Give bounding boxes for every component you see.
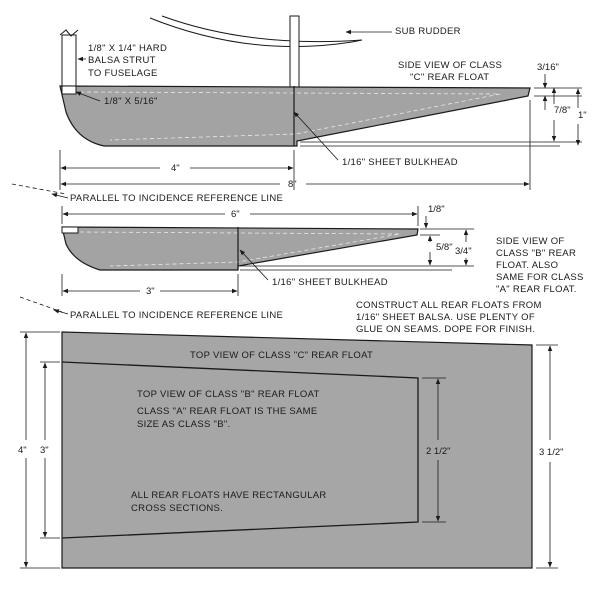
class-c-side-title-2: "C" REAR FLOAT bbox=[410, 72, 490, 83]
c-bulkhead-length-dim: 4" bbox=[171, 163, 180, 174]
c-tail-height-dim: 3/16" bbox=[537, 62, 559, 73]
class-c-float-body bbox=[60, 86, 530, 146]
incidence-line-c bbox=[12, 184, 66, 194]
top-c-width-dim: 4" bbox=[18, 445, 27, 456]
class-c-side-view bbox=[12, 16, 587, 204]
class-b-side-title-2: CLASS "B" REAR bbox=[496, 248, 577, 259]
strut-label-1: 1/8" X 1/4" HARD bbox=[88, 43, 168, 54]
top-a-line-2: SIZE AS CLASS "B". bbox=[137, 419, 231, 430]
construction-note bbox=[356, 300, 542, 335]
b-total-length-dim: 6" bbox=[231, 209, 240, 220]
spar-label: 1/8" X 5/16" bbox=[104, 96, 158, 107]
c-mid-height-dim: 7/8" bbox=[554, 105, 571, 116]
top-views bbox=[18, 332, 564, 568]
strut-label-2: BALSA STRUT bbox=[88, 55, 156, 66]
construct-line-1: CONSTRUCT ALL REAR FLOATS FROM bbox=[356, 300, 542, 311]
top-a-line-1: CLASS "A" REAR FLOAT IS THE SAME bbox=[137, 406, 318, 417]
sub-rudder-post bbox=[290, 16, 299, 88]
top-b-label: TOP VIEW OF CLASS "B" REAR FLOAT bbox=[137, 389, 320, 400]
class-b-side-title-3: FLOAT. ALSO bbox=[496, 260, 559, 271]
balsa-strut bbox=[62, 35, 76, 87]
c-total-height-dim: 1" bbox=[578, 110, 587, 121]
class-b-float-body bbox=[62, 227, 418, 270]
class-b-side-title-4: SAME FOR CLASS bbox=[496, 272, 584, 283]
parallel-b-label: PARALLEL TO INCIDENCE REFERENCE LINE bbox=[70, 310, 284, 321]
b-bulkhead-length-dim: 3" bbox=[146, 286, 155, 297]
b-tail-height-dim: 1/8" bbox=[428, 204, 445, 215]
b-mid-height-dim: 5/8" bbox=[436, 242, 453, 253]
class-c-side-title-1: SIDE VIEW OF CLASS bbox=[398, 60, 503, 71]
incidence-line-b bbox=[20, 297, 62, 312]
construct-line-3: GLUE ON SEAMS. DOPE FOR FINISH. bbox=[356, 324, 536, 335]
class-c-top-plate bbox=[62, 332, 532, 568]
sub-rudder-label: SUB RUDDER bbox=[395, 26, 461, 37]
b-total-height-dim: 3/4" bbox=[455, 246, 472, 257]
construct-line-2: 1/16" SHEET BALSA. USE PLENTY OF bbox=[356, 312, 535, 323]
sub-rudder-curve-inner bbox=[162, 16, 362, 42]
class-b-side-title-5: "A" REAR FLOAT. bbox=[496, 284, 577, 295]
parallel-c-label: PARALLEL TO INCIDENCE REFERENCE LINE bbox=[70, 193, 284, 204]
bulkhead-c-label: 1/16" SHEET BULKHEAD bbox=[342, 157, 458, 168]
class-b-side-title-1: SIDE VIEW OF bbox=[496, 236, 565, 247]
top-c-tail-width-dim: 3 1/2" bbox=[539, 447, 564, 458]
top-b-tail-width-dim: 2 1/2" bbox=[426, 446, 451, 457]
cross-section-line-1: ALL REAR FLOATS HAVE RECTANGULAR bbox=[131, 490, 327, 501]
c-total-length-dim: 8" bbox=[288, 179, 297, 190]
top-c-label: TOP VIEW OF CLASS "C" REAR FLOAT bbox=[190, 350, 374, 361]
top-b-width-dim: 3" bbox=[40, 445, 49, 456]
class-c-spar bbox=[62, 86, 76, 94]
bulkhead-b-label: 1/16" SHEET BULKHEAD bbox=[272, 277, 388, 288]
class-b-spar bbox=[62, 227, 78, 233]
strut-label-3: TO FUSELAGE bbox=[88, 68, 158, 79]
cross-section-line-2: CROSS SECTIONS. bbox=[131, 503, 224, 514]
